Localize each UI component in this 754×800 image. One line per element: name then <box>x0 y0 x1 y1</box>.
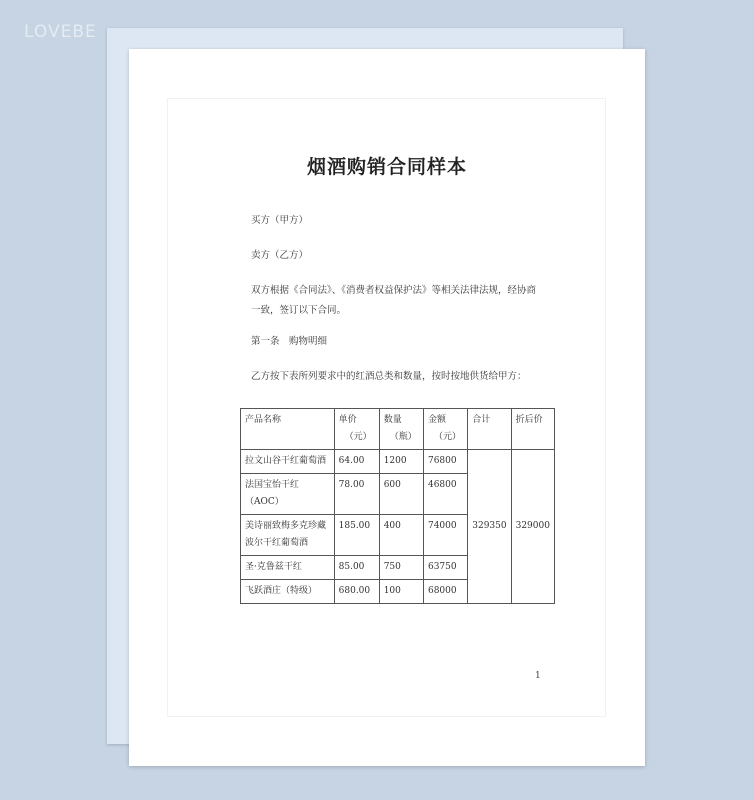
cell-amount: 76800 <box>423 450 467 474</box>
watermark-logo: LOVEBE <box>24 22 97 42</box>
header-total: 合计 <box>468 409 511 450</box>
cell-quantity: 100 <box>379 580 423 604</box>
document-title: 烟酒购销合同样本 <box>306 156 467 178</box>
cell-unit-price: 185.00 <box>334 515 379 556</box>
cell-quantity: 400 <box>379 515 423 556</box>
product-table <box>240 408 555 604</box>
cell-amount: 74000 <box>423 515 467 556</box>
buyer-line: 买方（甲方） <box>251 215 309 226</box>
cell-quantity: 1200 <box>379 450 423 474</box>
page-number: 1 <box>535 671 541 681</box>
header-discount-price: 折后价 <box>511 409 554 450</box>
cell-amount: 63750 <box>423 556 467 580</box>
cell-product-name: 美诗丽致梅多克珍藏波尔干红葡萄酒 <box>241 515 335 556</box>
table-row <box>241 450 555 474</box>
document-page <box>129 49 645 766</box>
header-quantity: 数量 （瓶） <box>379 409 423 450</box>
cell-product-name: 飞跃酒庄（特级） <box>241 580 335 604</box>
cell-product-name: 拉文山谷干红葡萄酒 <box>241 450 335 474</box>
cell-discounted-price: 329000 <box>511 450 554 604</box>
cell-unit-price: 78.00 <box>334 474 379 515</box>
cell-unit-price: 85.00 <box>334 556 379 580</box>
cell-amount: 68000 <box>423 580 467 604</box>
intro-paragraph: 双方根据《合同法》、《消费者权益保护法》等相关法律法规，经协商一致，签订以下合同。 <box>251 285 537 316</box>
cell-quantity: 600 <box>379 474 423 515</box>
cell-quantity: 750 <box>379 556 423 580</box>
table-header-row <box>241 409 555 450</box>
cell-product-name: 圣·克鲁兹干红 <box>241 556 335 580</box>
seller-line: 卖方（乙方） <box>251 250 309 261</box>
article-1-text: 乙方按下表所列要求中的红酒总类和数量，按时按地供货给甲方： <box>251 371 527 382</box>
cell-amount: 46800 <box>423 474 467 515</box>
header-unit-price: 单价 （元） <box>334 409 379 450</box>
article-1-title: 第一条 购物明细 <box>251 336 328 347</box>
cell-unit-price: 64.00 <box>334 450 379 474</box>
cell-total: 329350 <box>468 450 511 604</box>
header-amount: 金额 （元） <box>423 409 467 450</box>
header-product-name: 产品名称 <box>241 409 335 450</box>
cell-unit-price: 680.00 <box>334 580 379 604</box>
cell-product-name: 法国宝怡干红（AOC） <box>241 474 335 515</box>
